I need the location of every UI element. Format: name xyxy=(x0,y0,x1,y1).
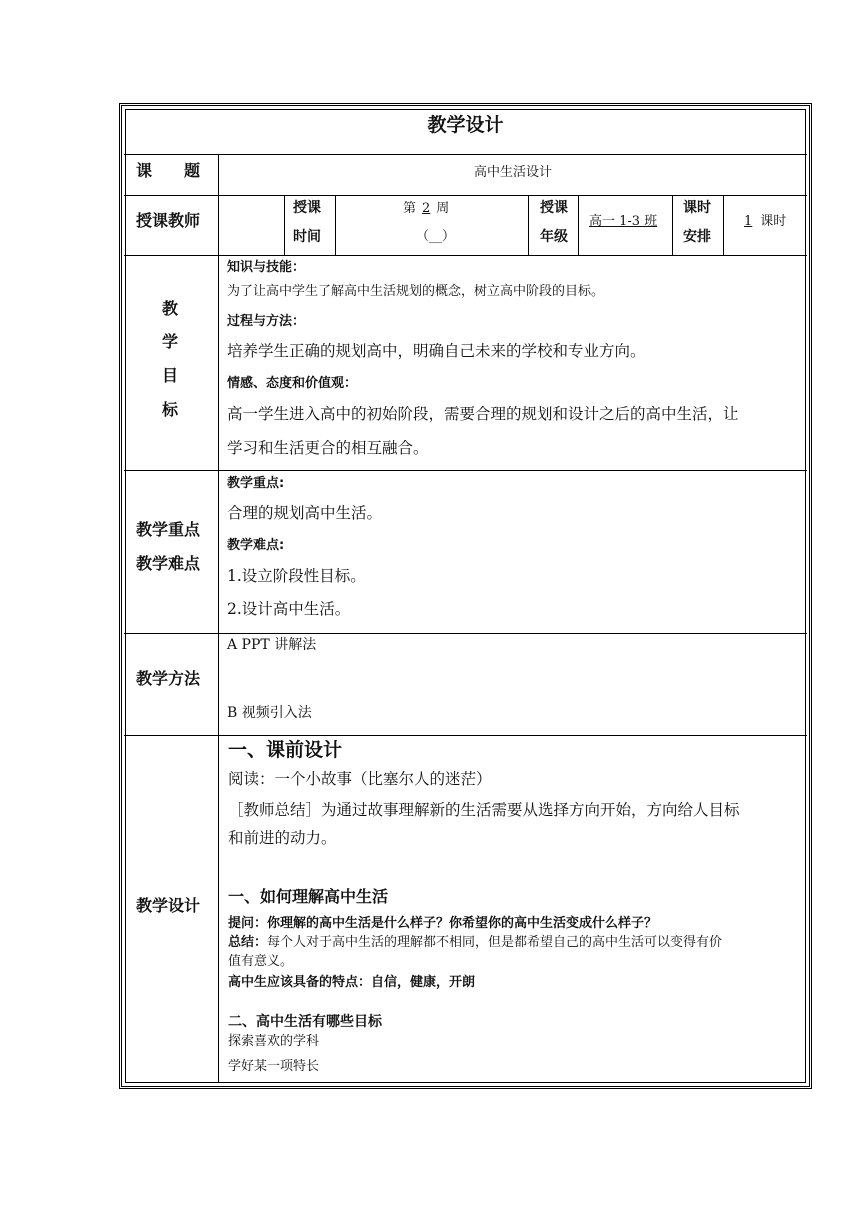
row-divider xyxy=(124,633,807,634)
process-heading: 过程与方法： xyxy=(227,314,306,329)
hours-label-1: 课时 xyxy=(683,200,711,216)
objectives-label-char: 目 xyxy=(162,366,179,385)
column-divider xyxy=(528,195,529,255)
section-heading: 二、高中生活有哪些目标 xyxy=(228,1014,382,1030)
conclusion-text: 每个人对于高中生活的理解都不相同，但是都希望自己的高中生活可以变得有价 xyxy=(267,935,723,950)
weekday-field: （__） xyxy=(416,229,456,244)
difficulty-heading: 教学难点: xyxy=(227,538,285,553)
column-divider xyxy=(723,195,724,255)
emotion-text-line: 学习和生活更合的相互融合。 xyxy=(227,439,429,457)
design-label: 教学设计 xyxy=(136,896,201,915)
summary-line: ［教师总结］为通过故事理解新的生活需要从选择方向开始，方向给人目标 xyxy=(228,801,740,819)
time-label-2: 时间 xyxy=(293,229,321,245)
methods-label: 教学方法 xyxy=(136,669,201,688)
week-suffix: 周 xyxy=(436,201,450,216)
hours-value: 1 xyxy=(744,214,753,229)
hours-label-2: 安排 xyxy=(683,229,711,245)
section-heading: 一、如何理解高中生活 xyxy=(228,887,389,906)
grade-label-2: 年级 xyxy=(540,229,568,245)
row-divider xyxy=(124,470,807,471)
traits-text: 高中生应该具备的特点：自信，健康，开朗 xyxy=(228,975,476,990)
question-text: 你理解的高中生活是什么样子？你希望你的高中生活变成什么样子？ xyxy=(267,916,658,931)
emotion-text-line: 高一学生进入高中的初始阶段，需要合理的规划和设计之后的高中生活，让 xyxy=(227,405,739,423)
topic-value: 高中生活设计 xyxy=(473,165,552,180)
key-heading: 教学重点: xyxy=(227,476,285,491)
method-item: A PPT 讲解法 xyxy=(227,637,317,653)
goal-item: 探索喜欢的学科 xyxy=(228,1034,320,1049)
grade-label-1: 授课 xyxy=(540,200,568,216)
process-text: 培养学生正确的规划高中，明确自己未来的学校和专业方向。 xyxy=(227,342,646,360)
column-divider xyxy=(284,195,285,255)
row-divider xyxy=(124,195,807,196)
reading-text: 阅读：一个小故事（比塞尔人的迷茫） xyxy=(228,770,492,788)
conclusion-label: 总结： xyxy=(228,935,268,950)
time-label-1: 授课 xyxy=(293,200,321,216)
difficulty-item: 2.设计高中生活。 xyxy=(227,600,351,618)
method-item: B 视频引入法 xyxy=(227,705,312,721)
teacher-label: 授课教师 xyxy=(136,211,201,230)
topic-label: 课 题 xyxy=(136,161,201,180)
column-divider xyxy=(578,195,579,255)
summary-line: 和前进的动力。 xyxy=(228,829,337,847)
row-divider xyxy=(124,154,807,155)
grade-value: 高一 1-3 班 xyxy=(589,214,658,229)
week-prefix: 第 xyxy=(403,201,417,216)
objectives-label-char: 学 xyxy=(162,332,179,351)
knowledge-text: 为了让高中学生了解高中生活规划的概念，树立高中阶段的目标。 xyxy=(227,284,605,299)
hours-field xyxy=(736,215,786,228)
column-divider xyxy=(672,195,673,255)
conclusion-line xyxy=(228,936,722,949)
week-field xyxy=(403,202,449,215)
goal-item: 学好某一项特长 xyxy=(228,1059,320,1074)
difficulty-item: 1.设立阶段性目标。 xyxy=(227,567,366,585)
table-title: 教学设计 xyxy=(427,114,504,136)
keypoints-label: 教学重点 xyxy=(136,520,201,539)
question-label: 提问： xyxy=(228,916,268,931)
objectives-label-char: 标 xyxy=(162,400,179,419)
hours-suffix: 课时 xyxy=(760,214,787,229)
emotion-heading: 情感、态度和价值观： xyxy=(227,376,358,391)
column-divider xyxy=(218,154,219,1083)
row-divider xyxy=(124,255,807,256)
question-line xyxy=(228,917,657,930)
section-heading: 一、课前设计 xyxy=(228,739,343,761)
difficulties-label: 教学难点 xyxy=(136,554,201,573)
week-value: 2 xyxy=(422,201,431,216)
knowledge-heading: 知识与技能： xyxy=(227,260,306,275)
row-divider xyxy=(124,735,807,736)
column-divider xyxy=(335,195,336,255)
objectives-label-char: 教 xyxy=(162,299,179,318)
conclusion-line-2: 值有意义。 xyxy=(228,954,294,969)
key-text: 合理的规划高中生活。 xyxy=(227,504,383,522)
